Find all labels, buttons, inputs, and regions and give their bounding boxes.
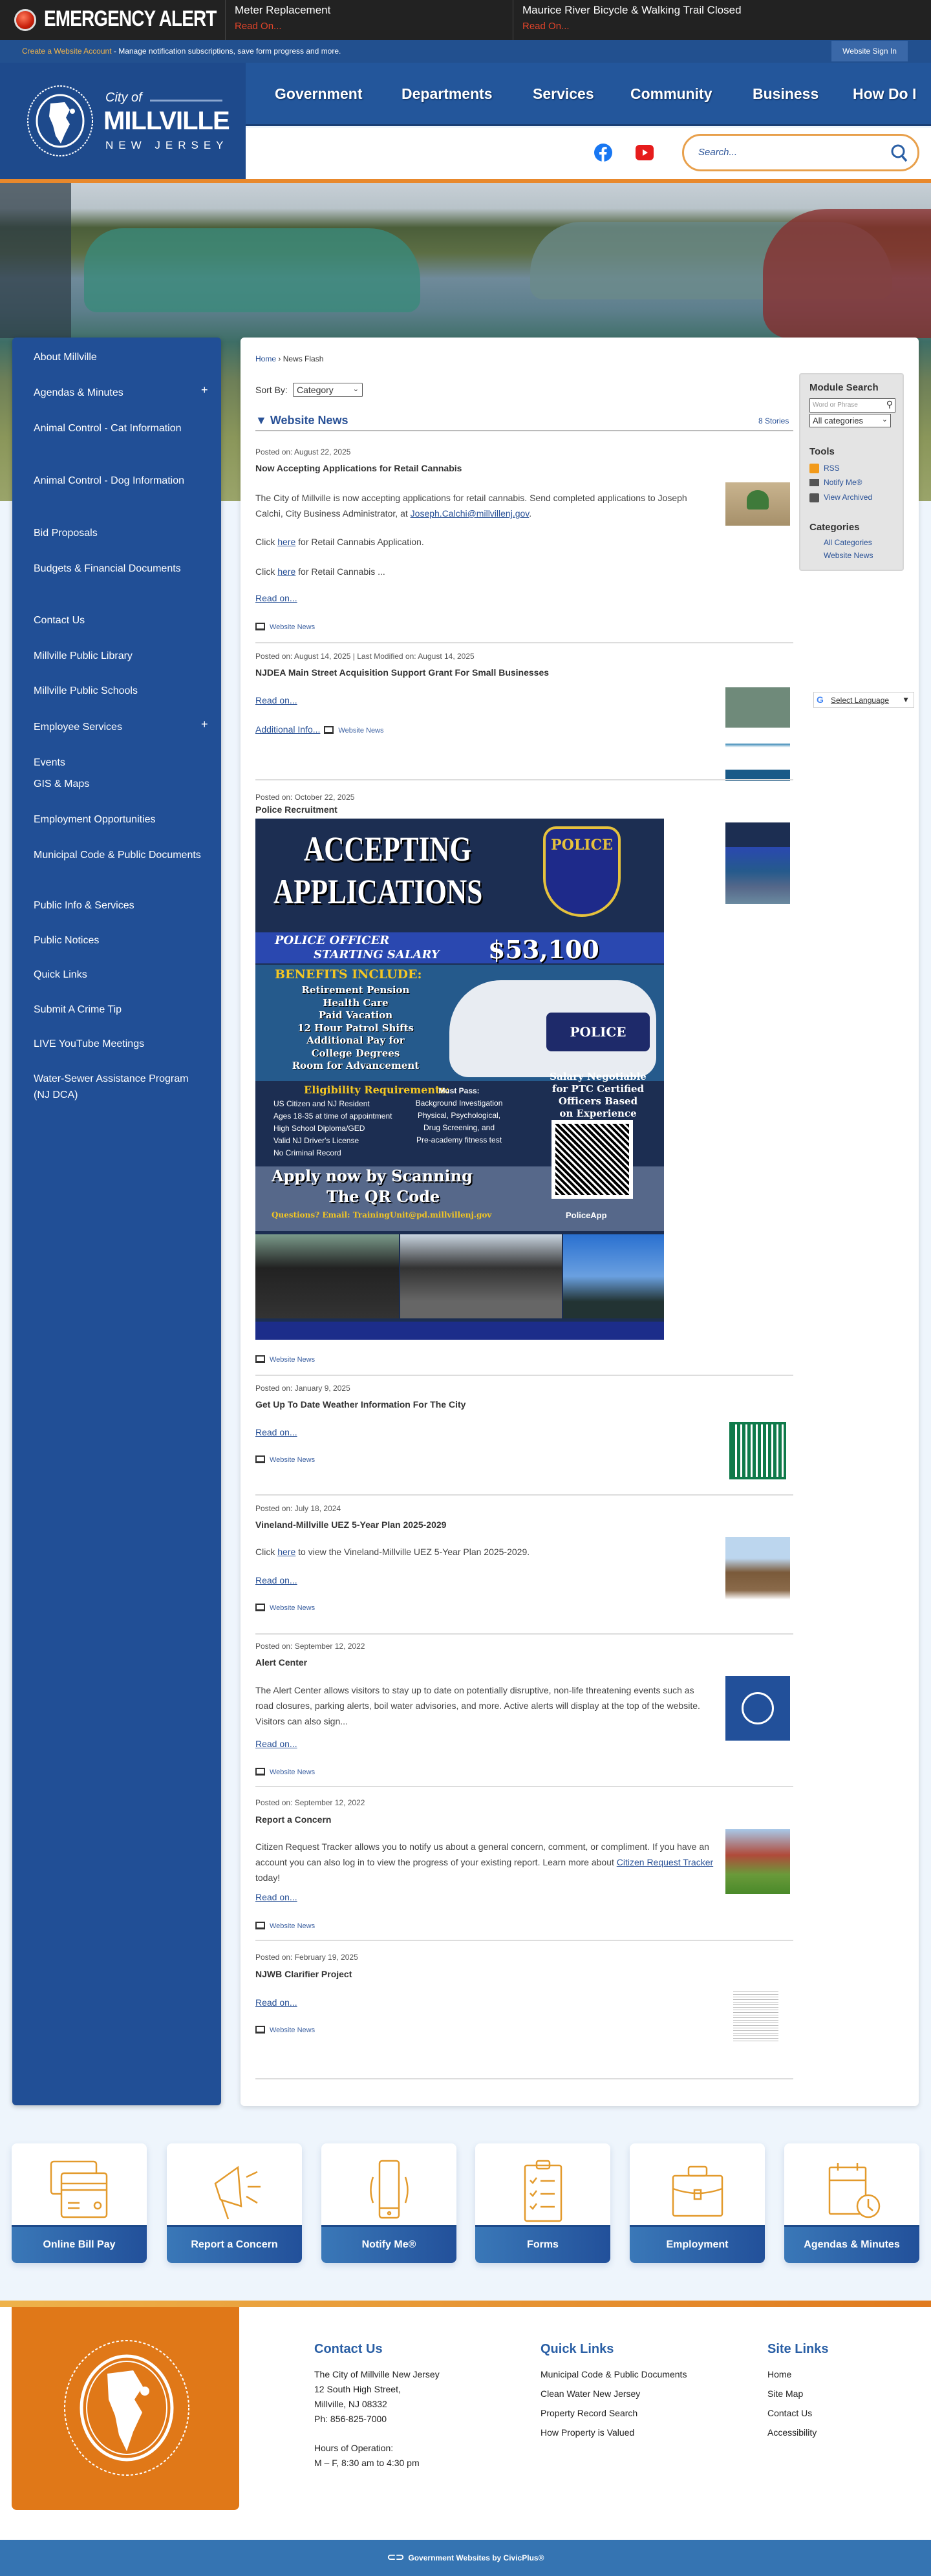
alert-item[interactable] (513, 0, 931, 40)
briefcase-icon (665, 2158, 730, 2222)
post-divider (255, 2078, 793, 2079)
category-link[interactable]: Website News (270, 1768, 316, 1776)
quick-card-label[interactable]: Online Bill Pay (12, 2225, 147, 2263)
poster-salary-negotiable: Officers Based (558, 1095, 638, 1107)
sidebar-item-public-notices[interactable]: Public Notices (34, 935, 100, 946)
footer-site-link[interactable]: Home (767, 2369, 792, 2379)
quick-card-label[interactable]: Report a Concern (167, 2225, 302, 2263)
sidebar-item-submit-a-crime-tip[interactable]: Submit A Crime Tip (34, 1004, 122, 1015)
post-body-text: The City of Millville is now accepting applications for retail cannabis. Send completed applications to Joseph Calchi, City Business Administrator, at (255, 493, 687, 519)
footer-quick-links-heading: Quick Links (540, 2342, 614, 2356)
sidebar-item-bid-proposals[interactable]: Bid Proposals (34, 528, 98, 539)
here-link[interactable]: here (277, 566, 296, 577)
footer-site-link[interactable]: Accessibility (767, 2427, 817, 2438)
post-title[interactable]: Alert Center (255, 1657, 308, 1668)
envelope-icon (809, 479, 819, 486)
search-placeholder: Search... (698, 147, 738, 158)
view-archived-link[interactable]: View Archived (824, 493, 873, 502)
poster-benefit: Retirement Pension (301, 984, 410, 996)
quick-card-online-bill-pay[interactable] (12, 2143, 147, 2263)
quick-card-label[interactable]: Agendas & Minutes (784, 2225, 919, 2263)
search-icon[interactable]: ⚲ (886, 399, 893, 409)
main-content (241, 338, 919, 2106)
quick-card-notify-me-[interactable] (321, 2143, 456, 2263)
footer-accent-line (0, 2301, 931, 2307)
sidebar-item-contact-us[interactable]: Contact Us (34, 615, 85, 626)
section-title[interactable]: ▼ Website News (255, 414, 348, 427)
sort-by-value: Category (297, 385, 334, 395)
read-on-link[interactable]: Read on... (255, 1997, 297, 2008)
city-seal-icon (25, 84, 96, 158)
poster-benefit: Additional Pay for (306, 1035, 405, 1046)
module-search-placeholder: Word or Phrase (813, 402, 858, 409)
book-icon (255, 2026, 265, 2034)
alert-read-on[interactable]: Read On... (235, 21, 282, 32)
module-category-select[interactable] (809, 414, 891, 427)
post-body-text: for Retail Cannabis ... (295, 566, 385, 577)
post-title[interactable]: NJWB Clarifier Project (255, 1969, 352, 1979)
sidebar-item-agendas-minutes[interactable]: Agendas & Minutes (34, 387, 123, 398)
rss-icon (809, 464, 819, 473)
chevron-down-icon: ⌄ (881, 416, 888, 424)
email-link[interactable]: Joseph.Calchi@millvillenj.gov (410, 508, 530, 519)
post-thumbnail-cannabis-cart[interactable] (725, 482, 790, 526)
poster-questions-email: Questions? Email: TrainingUnit@pd.millvillenj.gov (272, 1210, 492, 1219)
post-thumbnail-weather-qr[interactable] (729, 1422, 786, 1479)
nav-community[interactable]: Community (630, 85, 712, 102)
badge-text: POLICE (551, 837, 613, 853)
sidebar-item-live-youtube-meetings[interactable]: LIVE YouTube Meetings (34, 1038, 145, 1049)
sidebar-item-about-millville[interactable]: About Millville (34, 352, 97, 363)
read-on-link[interactable]: Read on... (255, 593, 297, 603)
post-date: Posted on: October 22, 2025 (255, 793, 355, 802)
chevron-down-icon: ⌄ (352, 385, 359, 393)
sidebar-item-millville-public-library[interactable]: Millville Public Library (34, 650, 133, 661)
facebook-icon[interactable] (594, 144, 612, 162)
logo-city-name: MILLVILLE (103, 107, 230, 135)
civicplus-logo-icon: ⊂⊃ (387, 2552, 405, 2563)
civicplus-credit-link[interactable]: Government Websites by CivicPlus® (408, 2553, 544, 2562)
city-seal-icon (62, 2338, 191, 2478)
footer-site-links-heading: Site Links (767, 2342, 829, 2356)
post-date: Posted on: January 9, 2025 (255, 1384, 350, 1393)
book-icon (324, 726, 334, 734)
post-thumbnail-clarifier-doc[interactable] (733, 1990, 778, 2041)
read-on-link[interactable]: Read on... (255, 1427, 297, 1437)
section-divider (255, 430, 793, 431)
poster-eligibility-item: Ages 18-35 at time of appointment (273, 1111, 392, 1121)
poster-eligibility-heading: Eligibility Requirements: (304, 1084, 450, 1096)
nav-services[interactable]: Services (533, 85, 594, 102)
post-thumbnail-city-seal[interactable] (725, 1676, 790, 1741)
footer-contact-heading: Contact Us (314, 2342, 383, 2356)
alert-read-on[interactable]: Read On... (522, 21, 570, 32)
category-link[interactable]: Website News (338, 727, 384, 735)
civicplus-credit-bar (0, 2540, 931, 2576)
tools-heading: Tools (809, 446, 835, 457)
emergency-alert-bar (0, 0, 931, 40)
quick-card-report-a-concern[interactable] (167, 2143, 302, 2263)
post-title[interactable]: Police Recruitment (255, 804, 337, 815)
post-thumbnail-police-poster[interactable] (725, 822, 790, 904)
poster-salary-negotiable: for PTC Certified (551, 1083, 645, 1095)
footer-quick-link[interactable]: How Property is Valued (540, 2427, 635, 2438)
category-tag[interactable] (255, 1455, 315, 1464)
post-divider (255, 1940, 793, 1941)
footer-contact-line: Ph: 856-825-7000 (314, 2414, 387, 2424)
footer-site-link[interactable]: Site Map (767, 2388, 804, 2399)
poster-must-pass-item: Drug Screening, and (423, 1123, 495, 1132)
category-link[interactable]: Website News (270, 1456, 316, 1464)
poster-salary-negotiable: on Experience (559, 1108, 637, 1119)
footer-quick-link[interactable]: Clean Water New Jersey (540, 2388, 641, 2399)
book-icon (255, 623, 265, 630)
post-divider (255, 1494, 793, 1496)
footer-contact-line: The City of Millville New Jersey (314, 2369, 440, 2379)
book-icon (255, 1455, 265, 1463)
logo-state: NEW JERSEY (105, 139, 229, 151)
read-on-link[interactable]: Read on... (255, 695, 297, 705)
post-title[interactable]: NJDEA Main Street Acquisition Support Grant For Small Businesses (255, 667, 550, 678)
module-search-heading: Module Search (809, 382, 879, 393)
category-website-news-link[interactable]: Website News (824, 551, 873, 560)
quick-card-label[interactable]: Notify Me® (321, 2225, 456, 2263)
poster-heading: ACCEPTING (304, 830, 472, 868)
read-on-link[interactable]: Read on... (255, 1575, 297, 1585)
category-link[interactable]: Website News (270, 1604, 316, 1612)
quick-card-forms[interactable] (475, 2143, 610, 2263)
footer-contact-line: 12 South High Street, (314, 2384, 401, 2394)
poster-police-app: PoliceApp (566, 1210, 607, 1220)
categories-heading: Categories (809, 522, 860, 533)
footer-contact-line: Millville, NJ 08332 (314, 2399, 387, 2409)
poster-salary: $53,100 (488, 935, 599, 964)
book-icon (255, 1355, 265, 1363)
sidebar-item-water-sewer-assistance-program-nj-dca-[interactable]: Water-Sewer Assistance Program (NJ DCA) (34, 1073, 189, 1100)
search-icon[interactable] (890, 144, 908, 163)
nav-how-do-i[interactable]: How Do I (853, 85, 917, 102)
sidebar-item-public-info-services[interactable]: Public Info & Services (34, 900, 134, 911)
sort-by-label: Sort By: (255, 385, 288, 395)
logo-city-of: City of (105, 91, 142, 105)
account-bar (0, 40, 931, 63)
post-date: Posted on: September 12, 2022 (255, 1798, 365, 1807)
site-logo[interactable] (0, 63, 246, 179)
account-description: - Manage notification subscriptions, save form progress and more. (111, 47, 341, 56)
citizen-request-tracker-link[interactable]: Citizen Request Tracker (616, 1857, 714, 1867)
poster-eligibility-item: Valid NJ Driver's License (273, 1136, 359, 1145)
post-divider (255, 1786, 793, 1787)
breadcrumb-home[interactable]: Home (255, 354, 277, 363)
post-body-text: Citizen Request Tracker allows you to notify us about a general concern, comment, or compliment. If you have an account you can also log in to view the progress of your existing report. Learn more about (255, 1841, 709, 1867)
sidebar-item-budgets-financial-documents[interactable]: Budgets & Financial Documents (34, 563, 181, 574)
nav-business[interactable]: Business (753, 85, 819, 102)
quick-card-label[interactable]: Employment (630, 2225, 765, 2263)
module-search-input[interactable] (809, 398, 895, 413)
sidebar-item-millville-public-schools[interactable]: Millville Public Schools (34, 685, 138, 696)
poster-benefit: College Degrees (311, 1047, 400, 1059)
post-divider (255, 1375, 793, 1376)
poster-must-pass-item: Pre-academy fitness test (416, 1135, 502, 1144)
post-date: Posted on: August 22, 2025 (255, 447, 351, 456)
sidebar-item-quick-links[interactable]: Quick Links (34, 969, 87, 980)
post-body (255, 1839, 718, 1885)
post-body-text: Click (255, 1547, 278, 1557)
post-body (255, 1544, 708, 1560)
poster-car: POLICE (546, 1013, 650, 1051)
post-body-text: . (529, 508, 532, 519)
poster-salary-negotiable: Salary Negotiable (550, 1071, 647, 1082)
youtube-icon[interactable] (636, 145, 654, 160)
quick-card-employment[interactable] (630, 2143, 765, 2263)
poster-salary-label: STARTING SALARY (314, 948, 440, 961)
select-language-widget[interactable] (813, 692, 914, 708)
poster-benefits-heading: BENEFITS INCLUDE: (275, 967, 422, 982)
quick-card-label[interactable]: Forms (475, 2225, 610, 2263)
category-link[interactable]: Website News (270, 2026, 316, 2034)
poster-must-pass-heading: Must Pass: (438, 1086, 480, 1095)
search-input[interactable] (682, 134, 919, 171)
sidebar-item-events[interactable]: Events (34, 757, 65, 768)
notify-me-link[interactable]: Notify Me® (824, 478, 862, 487)
footer-quick-link[interactable]: Property Record Search (540, 2408, 638, 2418)
read-on-link[interactable]: Read on... (255, 1739, 297, 1749)
poster-apply-text: The QR Code (326, 1187, 440, 1206)
footer-seal (12, 2307, 239, 2510)
category-tag[interactable] (255, 623, 315, 631)
poster-eligibility-item: US Citizen and NJ Resident (273, 1099, 370, 1108)
post-body-text: for Retail Cannabis Application. (295, 537, 424, 547)
expand-plus-icon[interactable]: + (201, 718, 208, 731)
category-tag[interactable] (255, 1922, 315, 1930)
post-body: The Alert Center allows visitors to stay up to date on potentially disruptive, non-life threatening events such as road closures, parking alerts, boil water advisories, and more. Active alerts will display at the top of the website. Visitors can also sign... (255, 1685, 700, 1726)
select-language-label[interactable]: Select Language (831, 696, 890, 705)
police-badge (543, 826, 621, 917)
poster-benefit: Paid Vacation (318, 1009, 393, 1021)
book-icon (255, 1922, 265, 1929)
here-link[interactable]: here (277, 1547, 296, 1557)
poster-heading: APPLICATIONS (273, 872, 483, 911)
module-search-panel (799, 373, 904, 571)
breadcrumb-current: News Flash (283, 354, 324, 363)
post-title[interactable]: Vineland-Millville UEZ 5-Year Plan 2025-2029 (255, 1519, 447, 1530)
alert-title: EMERGENCY ALERT (44, 6, 217, 31)
footer-site-link[interactable]: Contact Us (767, 2408, 813, 2418)
book-icon (255, 1768, 265, 1776)
megaphone-icon (202, 2158, 267, 2222)
alert-item-title[interactable]: Maurice River Bicycle & Walking Trail Closed (522, 4, 742, 16)
category-link[interactable]: Website News (270, 1922, 316, 1930)
post-body-text: Click (255, 566, 278, 577)
quick-card-agendas-minutes[interactable] (784, 2143, 919, 2263)
post-divider (255, 779, 793, 780)
post-divider (255, 1633, 793, 1635)
read-on-link[interactable]: Read on... (255, 1892, 297, 1902)
nav-departments[interactable]: Departments (401, 85, 493, 102)
category-all-link[interactable]: All Categories (824, 538, 872, 547)
sidebar-item-gis-maps[interactable]: GIS & Maps (34, 778, 90, 789)
post-divider (255, 642, 793, 643)
logo-rule (150, 100, 222, 102)
footer-quick-link[interactable]: Municipal Code & Public Documents (540, 2369, 687, 2379)
poster-must-pass-item: Physical, Psychological, (417, 1111, 501, 1120)
post-date: Posted on: August 14, 2025 | Last Modified on: August 14, 2025 (255, 652, 475, 661)
book-icon (255, 1604, 265, 1611)
post-date: Posted on: September 12, 2022 (255, 1642, 365, 1651)
category-link[interactable]: Website News (270, 1356, 316, 1364)
category-tag[interactable] (255, 724, 384, 735)
post-date: Posted on: February 19, 2025 (255, 1953, 358, 1962)
post-body (255, 534, 708, 550)
sidebar-item-animal-control-dog-information[interactable]: Animal Control - Dog Information (34, 475, 184, 486)
rss-link[interactable]: RSS (824, 464, 840, 473)
poster-must-pass-item: Background Investigation (415, 1099, 503, 1108)
police-recruitment-poster[interactable] (255, 819, 664, 1340)
chevron-down-icon: ▼ (902, 695, 910, 704)
footer-hours-line: Hours of Operation: (314, 2443, 394, 2453)
poster-eligibility-item: No Criminal Record (273, 1148, 341, 1157)
breadcrumb-separator: › (278, 354, 281, 363)
qr-code-icon (551, 1120, 633, 1199)
poster-eligibility-item: High School Diploma/GED (273, 1124, 365, 1133)
footer-hours-line: M – F, 8:30 am to 4:30 pm (314, 2458, 420, 2468)
nav-government[interactable]: Government (275, 85, 363, 102)
category-link[interactable]: Website News (270, 623, 316, 631)
sidebar-nav (12, 338, 221, 2105)
post-body (255, 564, 708, 579)
post-thumbnail-uez-plan[interactable] (725, 1537, 790, 1608)
breadcrumb (255, 354, 323, 363)
post-body (255, 490, 708, 521)
clipboard-checklist-icon (511, 2158, 575, 2222)
category-tag[interactable] (255, 2026, 315, 2034)
post-title[interactable]: Now Accepting Applications for Retail Cannabis (255, 463, 462, 473)
sidebar-item-animal-control-cat-information[interactable]: Animal Control - Cat Information (34, 423, 182, 434)
phone-notification-icon (357, 2158, 422, 2222)
post-date: Posted on: July 18, 2024 (255, 1504, 341, 1513)
here-link[interactable]: here (277, 537, 296, 547)
post-title[interactable]: Get Up To Date Weather Information For The City (255, 1399, 466, 1410)
story-count: 8 Stories (758, 416, 789, 425)
post-body-text: today! (255, 1873, 281, 1883)
module-category-value: All categories (813, 416, 864, 425)
poster-apply-text: Apply now by Scanning (272, 1166, 473, 1185)
poster-benefit: 12 Hour Patrol Shifts (297, 1022, 414, 1034)
category-tag[interactable] (255, 1355, 315, 1364)
credit-card-icon (47, 2158, 112, 2222)
google-icon: G (817, 694, 824, 705)
poster-benefit: Room for Advancement (292, 1060, 420, 1071)
calendar-clock-icon (820, 2158, 884, 2222)
post-title[interactable]: Report a Concern (255, 1814, 332, 1825)
post-thumbnail-city-hall[interactable] (725, 1829, 790, 1894)
sidebar-item-employee-services[interactable]: Employee Services (34, 722, 122, 733)
alert-item-title[interactable]: Meter Replacement (235, 4, 331, 16)
poster-salary-label: POLICE OFFICER (275, 934, 390, 947)
sort-by-select[interactable] (293, 383, 363, 397)
create-account-link[interactable]: Create a Website Account (22, 47, 112, 56)
post-body-text: Click (255, 537, 278, 547)
alert-light-icon (14, 9, 36, 31)
category-tag[interactable] (255, 1604, 315, 1612)
post-thumbnail-njeda-grant[interactable] (725, 687, 790, 781)
expand-plus-icon[interactable]: + (201, 383, 208, 396)
additional-info-link[interactable]: Additional Info... (255, 724, 321, 735)
website-sign-in-button[interactable]: Website Sign In (831, 41, 908, 61)
poster-benefit: Health Care (323, 996, 389, 1009)
sidebar-item-municipal-code-public-documents[interactable]: Municipal Code & Public Documents (34, 850, 201, 861)
archive-icon (809, 493, 819, 502)
post-body-text: to view the Vineland-Millville UEZ 5-Year Plan 2025-2029. (295, 1547, 530, 1557)
alert-item[interactable] (225, 0, 513, 40)
category-tag[interactable] (255, 1768, 315, 1776)
sidebar-item-employment-opportunities[interactable]: Employment Opportunities (34, 814, 156, 825)
